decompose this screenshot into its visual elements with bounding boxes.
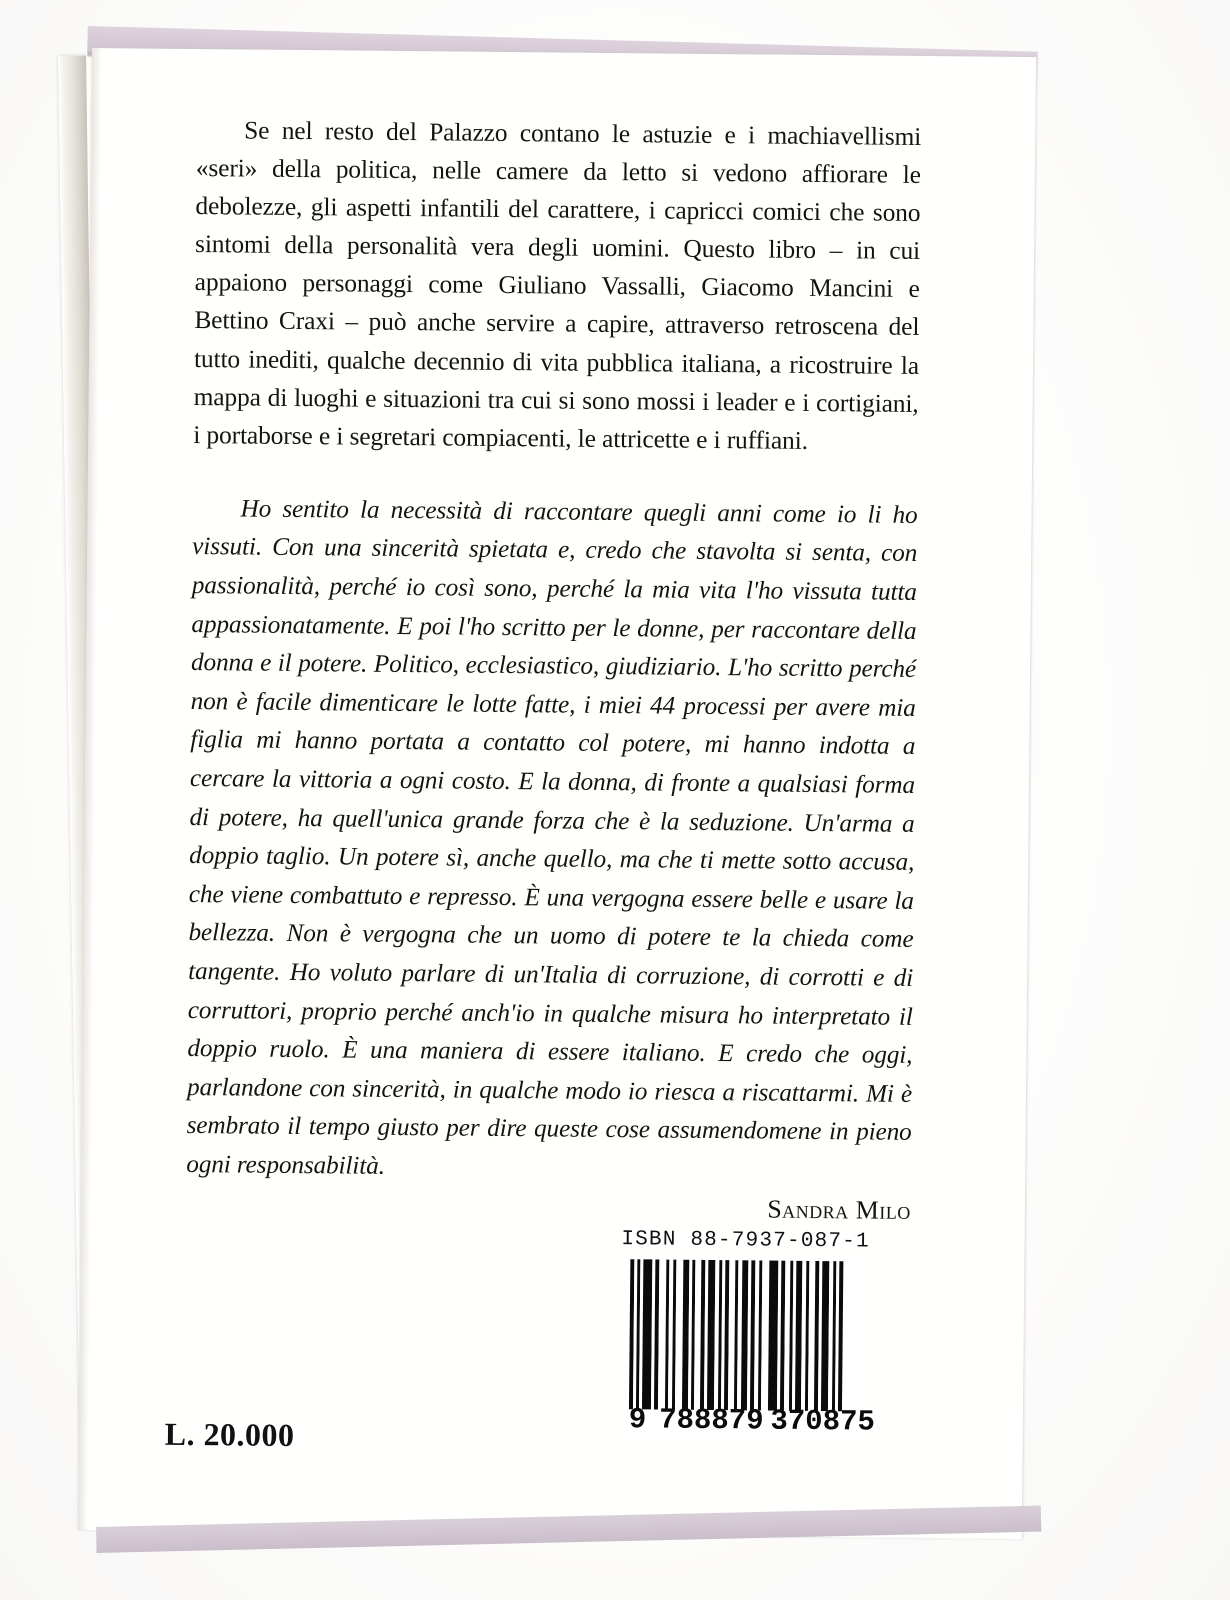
barcode-bars [629, 1259, 860, 1411]
isbn-barcode-block [599, 1228, 891, 1439]
author-signature: Sandra Milo [767, 1194, 912, 1225]
cover-price: L. 20.000 [164, 1415, 295, 1454]
ean-left-group: 788879 [658, 1403, 764, 1438]
ean-lead-digit: 9 [628, 1403, 647, 1437]
isbn-number: ISBN 88-7937-087-1 [621, 1228, 870, 1254]
ean13-barcode [628, 1259, 876, 1439]
publisher-blurb-paragraph: Se nel resto del Palazzo contano le astuzie e i machiavellismi «seri» della politica, nelle camere da letto si vedono affiorare le debolezze, gli aspetti infantili del carattere, i capricci comici che sono sintomi della personalità vera degli uomini. Questo libro – in cui appaiono personaggi come Giuliano Vassalli, Giacomo Mancini e Bettino Craxi – può anche servire a capire, attraverso retroscena del tutto inediti, qualche decennio di vita pubblica italiana, a ricostruire la mappa di luoghi e situazioni tra cui si sono mossi i leader e i cortigiani, i portaborse e i segretari compiacenti, le attricette e i ruffiani. [193, 116, 922, 455]
author-quote-paragraph: Ho sentito la necessità di raccontare quegli anni come io li ho vissuti. Con una sincerità spietata e, credo che stavolta si senta, con passionalità, perché io così sono, perché la mia vita l'ho vissuta tutta appassionatamente. E poi l'ho scritto per le donne, per raccontare della donna e il potere. Politico, ecclesiastico, giudiziario. L'ho scritto perché non è facile dimenticare le lotte fatte, i miei 44 processi per avere mia figlia mi hanno portata a contatto col potere, mi hanno indotta a cercare la vittoria a ogni costo. E la donna, di fronte a qualsiasi forma di potere, ha quell'unica grande forza che è la seduzione. Un'arma a doppio taglio. Un potere sì, anche quello, ma che ti mette sotto accusa, che viene combattuto e represso. È una vergogna essere belle e usare la bellezza. Non è vergogna che un uomo di potere te la chieda come tangente. Ho voluto parlare di un'Italia di corruzione, di corrotti e di corruttori, proprio perché anch'io in qualche misura ho interpretato il doppio ruolo. È una maniera di essere italiano. E credo che oggi, parlandone con sincerità, in qualche modo io riesca a riscattarmi. Mi è sembrato il tempo giusto per dire queste cose assumendomene in pieno ogni responsabilità. [186, 495, 918, 1180]
ean-right-group: 370875 [770, 1404, 876, 1439]
ean13-digits [629, 1403, 875, 1438]
back-cover-surface [78, 48, 1037, 1539]
